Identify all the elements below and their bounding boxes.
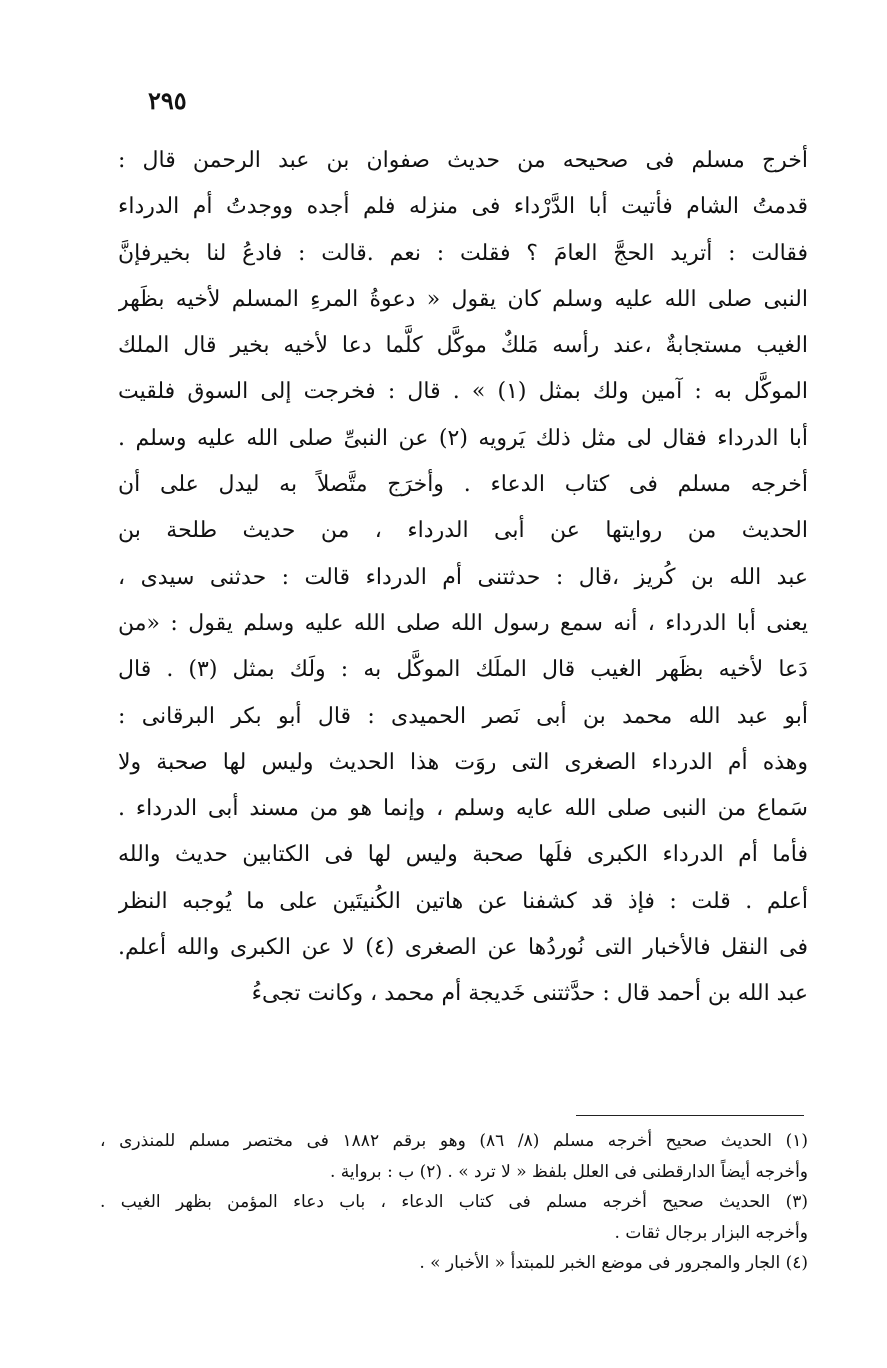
text-line: أبو عبد الله محمد بن أبى نَصر الحميدى : قال أبو بكر البرقانى :	[118, 703, 808, 729]
text-line: عبد الله بن أحمد قال : حدَّثتنى خَديجة أم محمد ، وكانت تجىءُ	[251, 981, 808, 1007]
text-line: أعلم . قلت : فإذ قد كشفنا عن هاتين الكُنيتَين على ما يُوجبه النظر	[118, 888, 808, 914]
text-line: فى النقل فالأخبار التى نُوردُها عن الصغرى (٤) لا عن الكبرى والله أعلم.	[118, 935, 808, 961]
text-line: الموكَّل به : آمين ولك بمثل (١) » . قال : فخرجت إلى السوق فلقيت	[118, 379, 808, 405]
footnote-line: (٣) الحديث صحيح أخرجه مسلم فى كتاب الدعاء ، باب دعاء المؤمن بظهر الغيب .	[100, 1192, 808, 1212]
text-line: عبد الله بن كُريز ،قال : حدثتنى أم الدرداء قالت : حدثنى سيدى ،	[118, 564, 808, 590]
text-line: الحديث من روايتها عن أبى الدرداء ، من حديث طلحة بن	[118, 518, 808, 544]
text-line: فقالت : أتريد الحجَّ العامَ ؟ فقلت : نعم .قالت : فادعُ لنا بخيرفإنَّ	[118, 240, 808, 266]
text-line: الغيب مستجابةٌ ،عند رأسه مَلكٌ موكَّل كلَّما دعا لأخيه بخير قال الملك	[118, 333, 808, 359]
footnote-separator	[576, 1115, 804, 1116]
footnote-line: وأخرجه البزار برجال ثقات .	[614, 1222, 808, 1243]
text-line: أبا الدرداء فقال لى مثل ذلك يَرويه (٢) عن النبىِّ صلى الله عليه وسلم .	[118, 425, 808, 451]
footnote-line: (٤) الجار والمجرور فى موضع الخبر للمبتدأ « الأخبار » .	[419, 1253, 808, 1273]
text-line: دَعا لأخيه بظَهر الغيب قال الملَك الموكَّل به : ولَك بمثل (٣) . قال	[118, 657, 808, 683]
footnote-line: وأخرجه أيضاً الدارقطنى فى العلل بلفظ « لا ترد » . (٢) ب : برواية .	[329, 1161, 808, 1182]
main-text	[118, 138, 808, 1018]
text-line: فأما أم الدرداء الكبرى فلَها صحبة وليس لها فى الكتابين حديث والله	[118, 842, 808, 868]
footnote-line: (١) الحديث صحيح أخرجه مسلم (٨/ ٨٦) وهو برقم ١٨٨٢ فى مختصر مسلم للمنذرى ،	[100, 1131, 808, 1151]
text-line: أخرجه مسلم فى كتاب الدعاء . وأخرَج متَّصلاً به ليدل على أن	[118, 472, 808, 498]
text-line: قدمتُ الشام فأتيت أبا الدَّرْداء فى منزله فلم أجده ووجدتُ أم الدرداء	[118, 194, 808, 220]
page-number: ٢٩٥	[148, 86, 187, 115]
text-line: سَماع من النبى صلى الله عايه وسلم ، وإنما هو من مسند أبى الدرداء .	[118, 796, 808, 822]
text-line: يعنى أبا الدرداء ، أنه سمع رسول الله صلى الله عليه وسلم يقول : «من	[118, 610, 808, 636]
text-line: النبى صلى الله عليه وسلم كان يقول « دعوةُ المرءِ المسلم لأخيه بظَهر	[118, 286, 808, 312]
text-line: وهذه أم الدرداء الصغرى التى روَت هذا الحديث وليس لها صحبة ولا	[118, 749, 808, 775]
text-line: أخرج مسلم فى صحيحه من حديث صفوان بن عبد الرحمن قال :	[118, 148, 808, 173]
footnotes	[100, 1126, 808, 1279]
